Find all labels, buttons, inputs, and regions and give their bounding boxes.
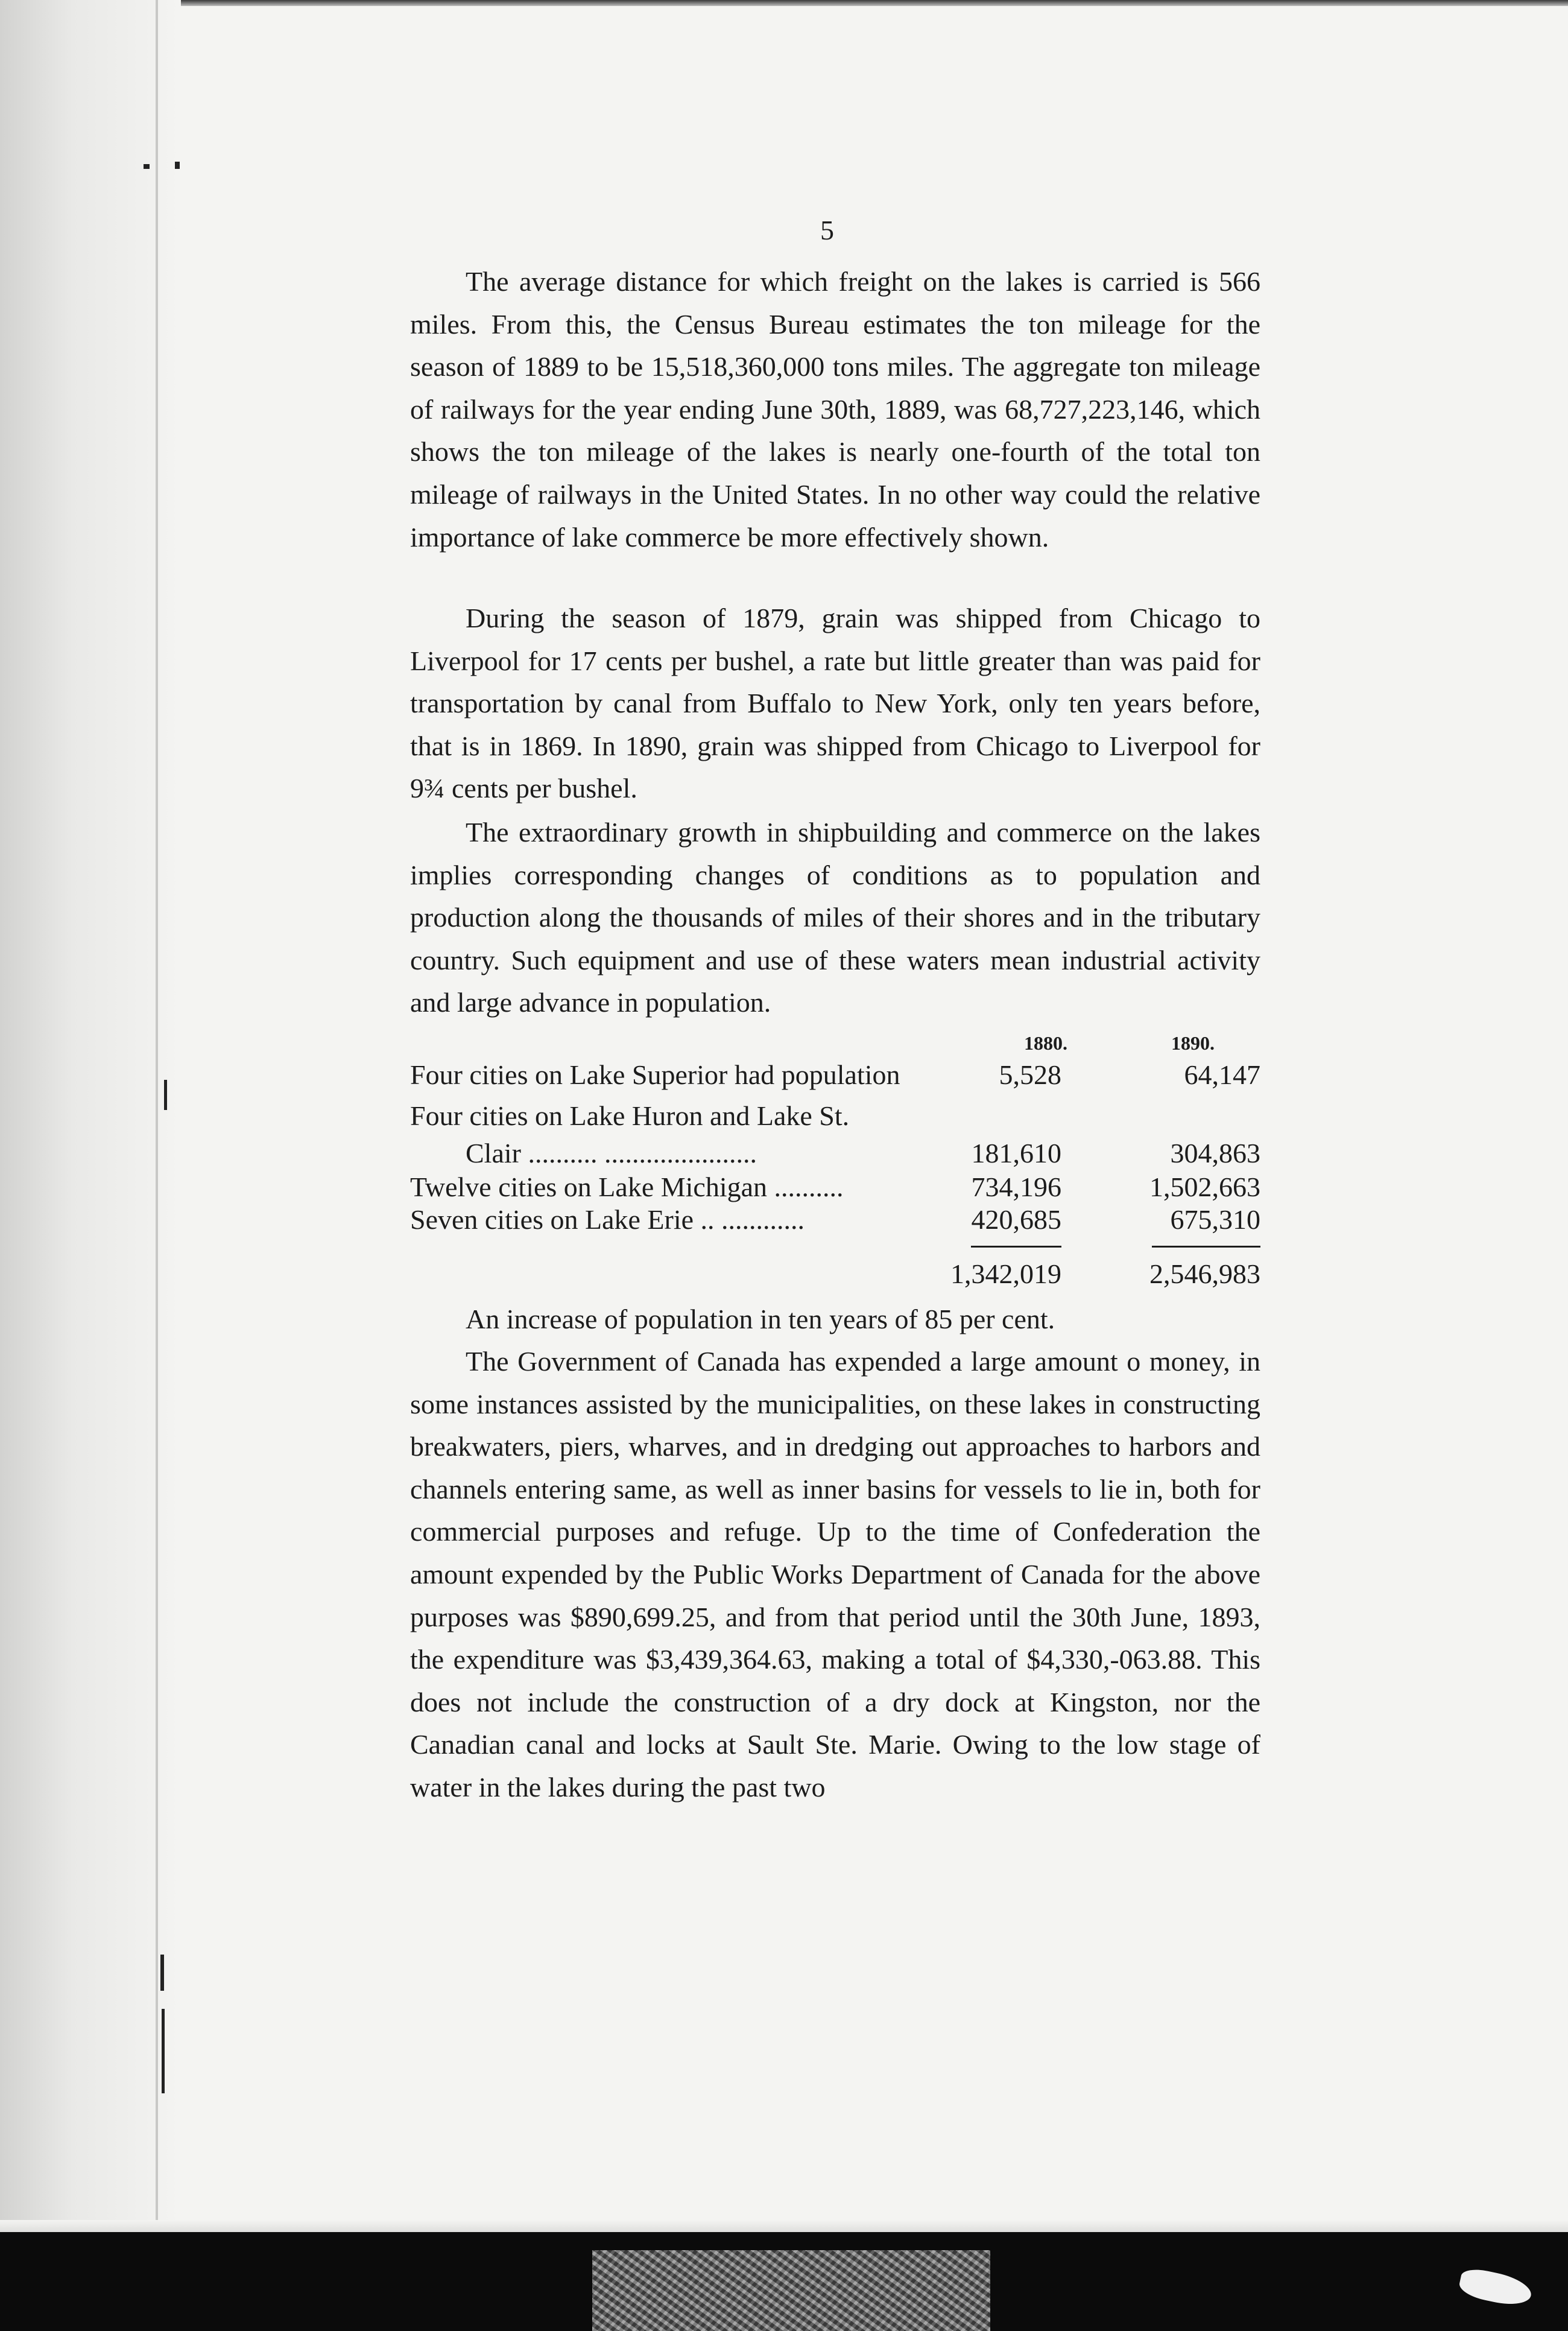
scan-cover-texture — [592, 2250, 990, 2331]
value-1880: 734,196 — [971, 1172, 1061, 1202]
scan-top-edge — [0, 0, 1568, 6]
table-row — [410, 1100, 1260, 1136]
row-label: Four cities on Lake Superior had population — [410, 1059, 900, 1090]
scan-speck — [162, 2009, 165, 2093]
row-label: Clair .......... ...................... — [466, 1138, 757, 1169]
value-1890: 675,310 — [1170, 1204, 1260, 1235]
paragraph-grain-shipping: During the season of 1879, grain was shipped from Chicago to Liverpool for 17 cents per bushel, a rate but little greater than was paid for transportation by canal from Buffalo to New York, only ten years before, that is in 1869. In 1890, grain was shipped from Chicago to Liverpool for 9¾ cents per bushel. — [410, 603, 1260, 804]
value-1880: 420,685 — [971, 1204, 1061, 1235]
scan-speck — [160, 1955, 164, 1991]
paragraph-government-expenditure: The Government of Canada has expended a large amount o money, in some instances assisted by the municipalities, on these lakes in constructing breakwaters, piers, wharves, and in dredging out approaches to harbors and channels entering same, as well as inner basins for vessels to lie in, both for commercial purposes and refuge. Up to the time of Confederation the amount expended by the Public Works Department of Canada for the above purposes was $890,699.25, and from that period until the 30th June, 1893, the expenditure was $3,439,364.63, making a total of $4,330,-063.88. This does not include the construction of a dry dock at Kingston, nor the Canadian canal and locks at Sault Ste. Marie. Owing to the low stage of water in the lakes during the past two — [410, 1346, 1260, 1803]
table-row — [410, 1059, 1260, 1095]
scan-speck — [144, 164, 150, 169]
table-row — [410, 1171, 1260, 1207]
value-1890: 304,863 — [1170, 1138, 1260, 1169]
page-number: 5 — [820, 215, 834, 246]
paragraph-population-increase: An increase of population in ten years of 85 per cent. — [466, 1304, 1055, 1334]
scan-speck — [164, 1080, 167, 1110]
table-row — [410, 1204, 1260, 1240]
table-total-row — [410, 1258, 1260, 1294]
scan-gutter-line — [156, 0, 158, 2232]
value-1890: 1,502,663 — [1149, 1172, 1260, 1202]
scan-binding-shadow — [0, 0, 181, 2331]
value-1880: 5,528 — [999, 1059, 1061, 1090]
row-label: Four cities on Lake Huron and Lake St. — [410, 1100, 850, 1131]
value-1890: 64,147 — [1184, 1059, 1260, 1090]
column-header-1890: 1890. — [1171, 1032, 1215, 1054]
column-header-1880: 1880. — [1024, 1032, 1067, 1054]
total-1890: 2,546,983 — [1149, 1258, 1260, 1289]
total-1880: 1,342,019 — [950, 1258, 1061, 1289]
population-table — [410, 1029, 1260, 1294]
paragraph-freight-distance: The average distance for which freight on the lakes is carried is 566 miles. From this, the Census Bureau estimates the ton mileage for the season of 1889 to be 15,518,360,000 tons miles. The aggregate ton mileage of railways for the year ending June 30th, 1889, was 68,727,223,146, which shows the ton mileage of the lakes is nearly one-fourth of the total ton mileage of railways in the United States. In no other way could the relative importance of lake commerce be more effectively shown. — [410, 266, 1260, 553]
table-row — [410, 1137, 1260, 1173]
scan-speck — [175, 162, 180, 169]
row-label: Seven cities on Lake Erie .. ............ — [410, 1204, 805, 1235]
sum-rule-1880 — [971, 1246, 1061, 1248]
paragraph-lake-growth: The extraordinary growth in shipbuilding and commerce on the lakes implies corresponding changes of conditions as to population and production along the thousands of miles of their shores and in the tributary country. Such equipment and use of these waters mean industrial activity and large advance in population. — [410, 817, 1260, 1018]
row-label: Twelve cities on Lake Michigan .......... — [410, 1172, 844, 1202]
value-1880: 181,610 — [971, 1138, 1061, 1169]
sum-rule-1890 — [1152, 1246, 1260, 1248]
